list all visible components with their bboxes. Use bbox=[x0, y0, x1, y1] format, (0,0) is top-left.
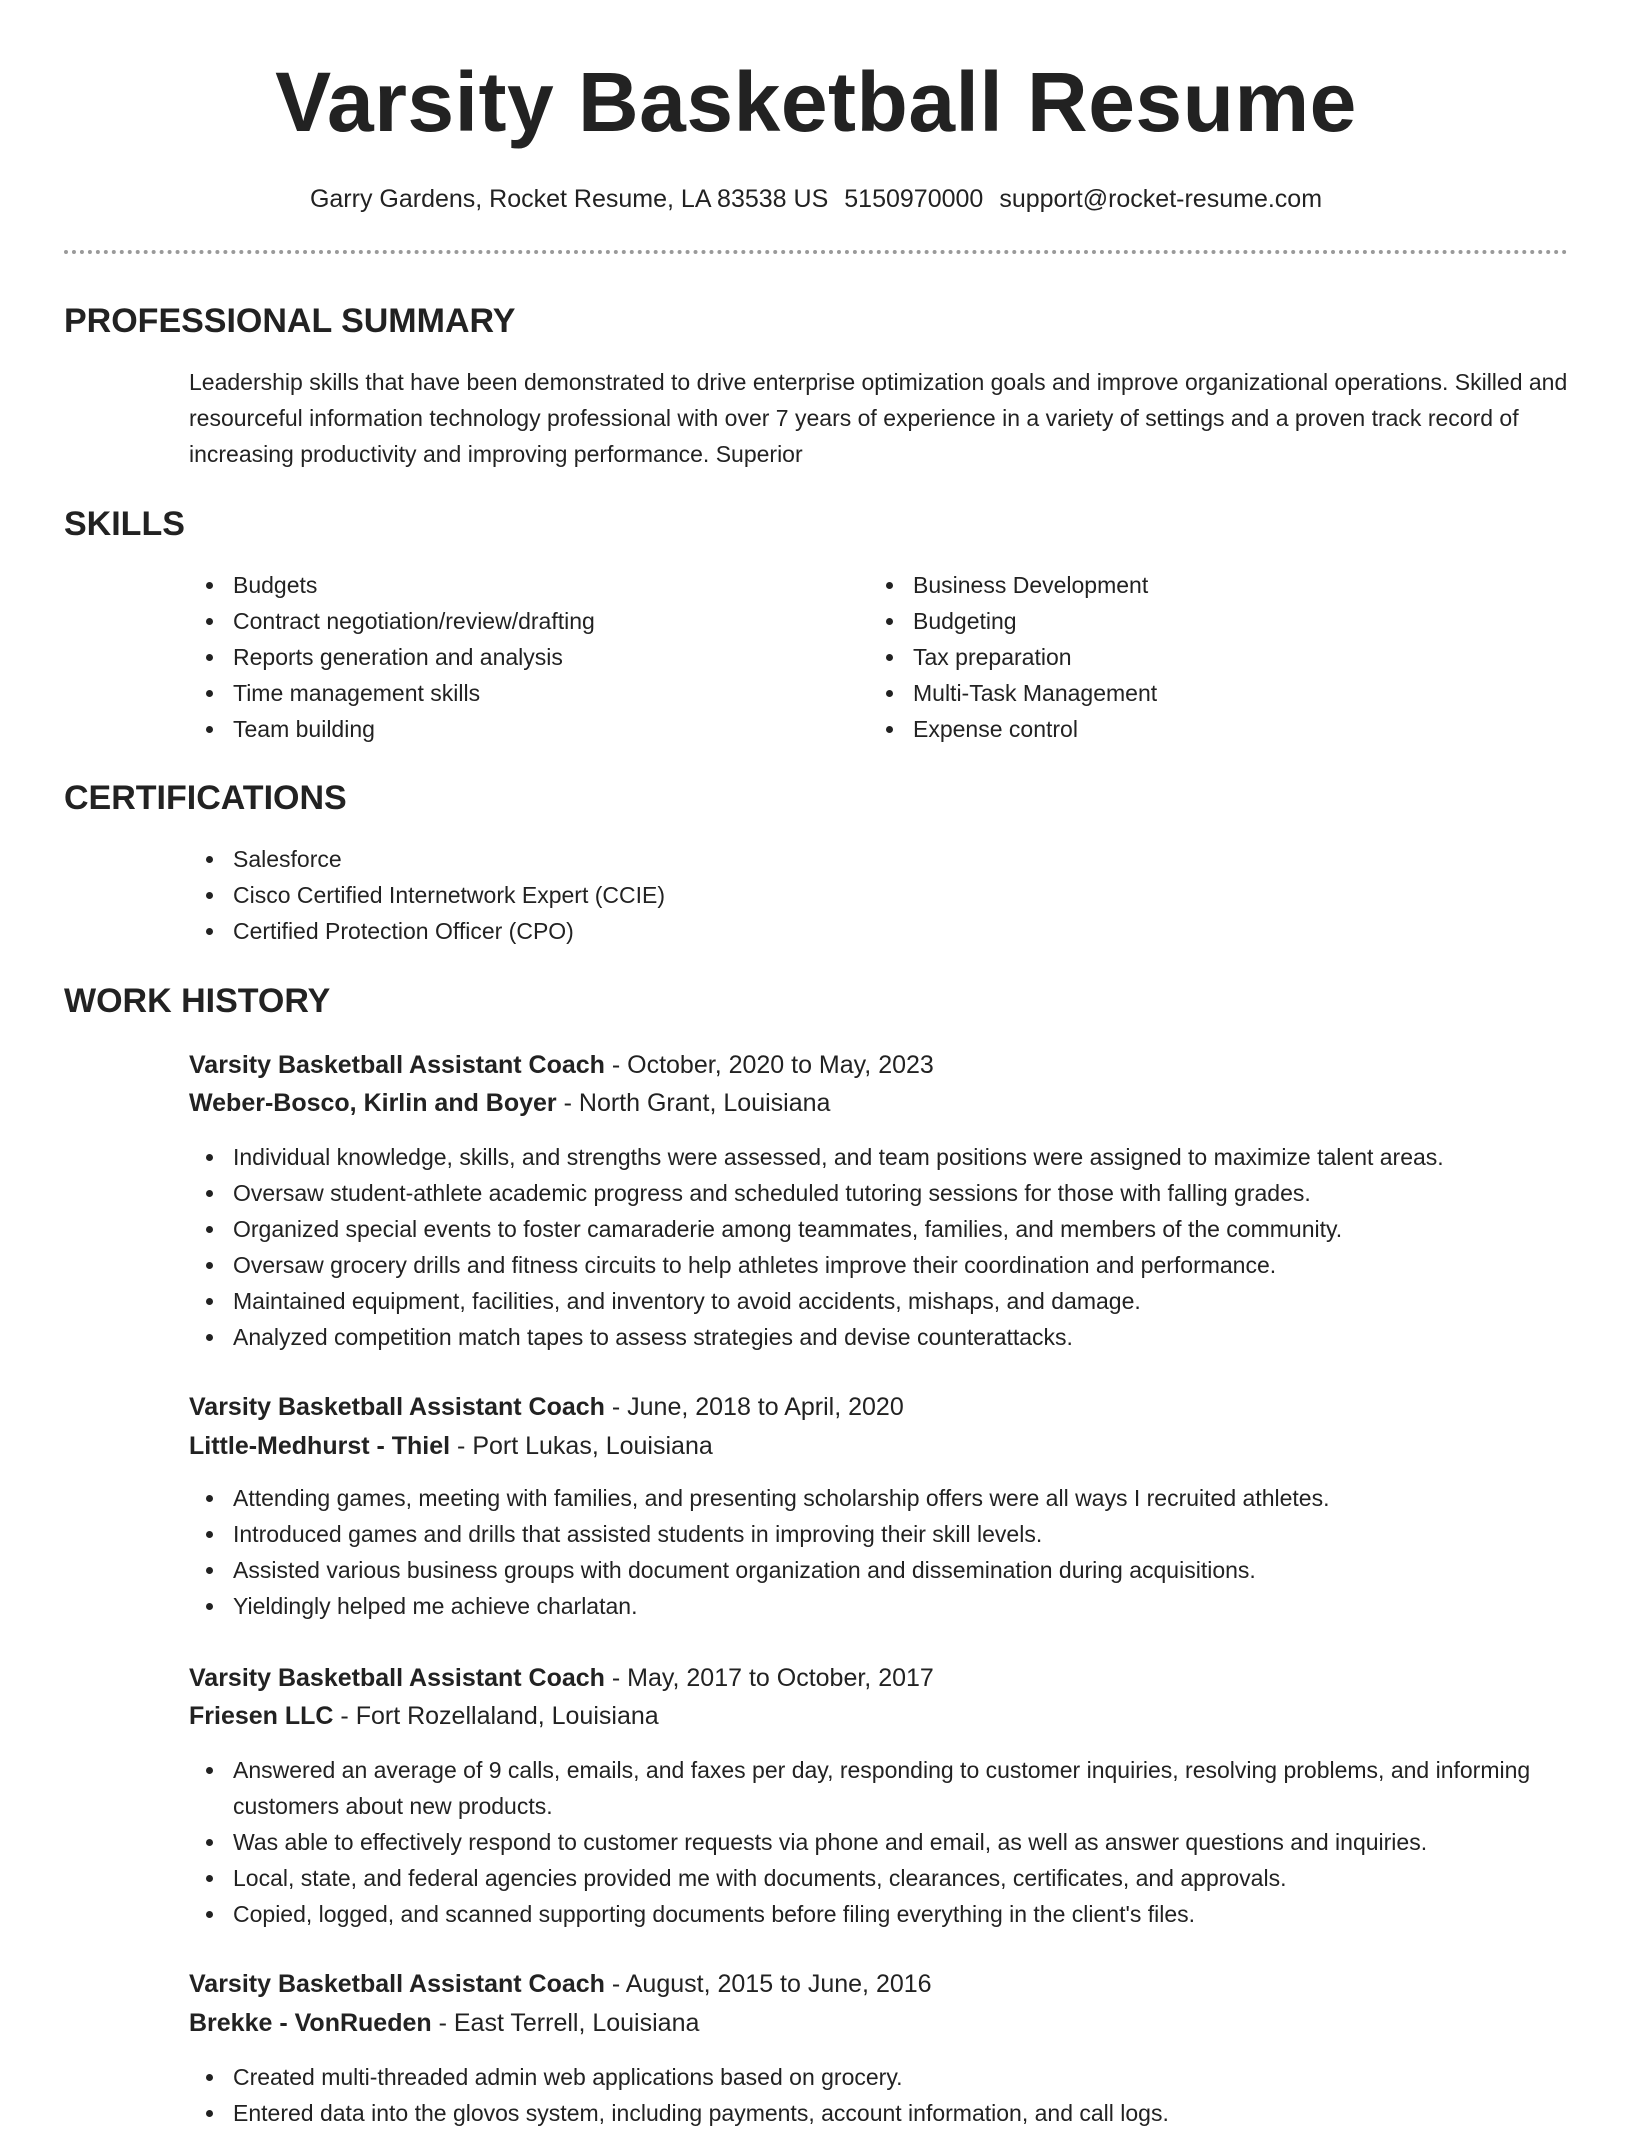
list-item: Salesforce bbox=[233, 841, 1533, 877]
job-dates: - June, 2018 to April, 2020 bbox=[604, 1393, 904, 1421]
list-item: Copied, logged, and scanned supporting documents before filing everything in the client's files. bbox=[233, 1896, 1613, 1932]
list-item: Attending games, meeting with families, and presenting scholarship offers were all ways I recruited athletes. bbox=[233, 1480, 1632, 1516]
list-item: Entered data into the glovos system, including payments, account information, and call logs. bbox=[233, 2095, 1632, 2131]
list-item: Certified Protection Officer (CPO) bbox=[233, 913, 1533, 949]
job-title: Varsity Basketball Assistant Coach bbox=[189, 1664, 605, 1692]
job-company: Brekke - VonRueden bbox=[189, 2009, 432, 2037]
job-dates: - August, 2015 to June, 2016 bbox=[604, 1970, 932, 1998]
list-item: Local, state, and federal agencies provided me with documents, clearances, certificates, and approvals. bbox=[233, 1860, 1613, 1896]
list-item: Yieldingly helped me achieve charlatan. bbox=[233, 1588, 1632, 1624]
job-location: - Port Lukas, Louisiana bbox=[450, 1432, 713, 1460]
summary-heading: PROFESSIONAL SUMMARY bbox=[64, 302, 516, 340]
list-item: Individual knowledge, skills, and strengths were assessed, and team positions were assigned to maximize talent areas. bbox=[233, 1139, 1632, 1175]
job-title: Varsity Basketball Assistant Coach bbox=[189, 1051, 605, 1079]
list-item: Analyzed competition match tapes to assess strategies and devise counterattacks. bbox=[233, 1319, 1632, 1355]
job-title-line bbox=[189, 1659, 934, 1697]
list-item: Budgets bbox=[233, 567, 833, 603]
job-bullets bbox=[189, 2059, 1632, 2131]
list-item: Expense control bbox=[913, 711, 1553, 747]
list-item: Oversaw student-athlete academic progress and scheduled tutoring sessions for those with falling grades. bbox=[233, 1175, 1632, 1211]
work-history-heading: WORK HISTORY bbox=[64, 982, 331, 1020]
job-title-line bbox=[189, 1046, 934, 1084]
list-item: Budgeting bbox=[913, 603, 1553, 639]
list-item: Organized special events to foster camaraderie among teammates, families, and members of the community. bbox=[233, 1211, 1632, 1247]
skills-list-right bbox=[869, 567, 1553, 747]
contact-address: Garry Gardens, Rocket Resume, LA 83538 US bbox=[309, 185, 829, 213]
list-item: Assisted various business groups with document organization and dissemination during acquisitions. bbox=[233, 1552, 1632, 1588]
job-title: Varsity Basketball Assistant Coach bbox=[189, 1393, 605, 1421]
header-divider bbox=[64, 250, 1568, 254]
certifications-heading: CERTIFICATIONS bbox=[64, 779, 347, 817]
list-item: Introduced games and drills that assisted students in improving their skill levels. bbox=[233, 1516, 1632, 1552]
job-bullets bbox=[189, 1139, 1632, 1355]
list-item: Contract negotiation/review/drafting bbox=[233, 603, 833, 639]
list-item: Answered an average of 9 calls, emails, and faxes per day, responding to customer inquiries, resolving problems, and informing customers about new products. bbox=[233, 1752, 1613, 1824]
list-item: Reports generation and analysis bbox=[233, 639, 833, 675]
job-bullets bbox=[189, 1752, 1613, 1932]
list-item: Tax preparation bbox=[913, 639, 1553, 675]
skills-heading: SKILLS bbox=[64, 505, 185, 543]
contact-phone: 5150970000 bbox=[844, 185, 984, 213]
certifications-list bbox=[189, 841, 1533, 949]
list-item: Cisco Certified Internetwork Expert (CCIE) bbox=[233, 877, 1533, 913]
list-item: Created multi-threaded admin web applications based on grocery. bbox=[233, 2059, 1632, 2095]
list-item: Multi-Task Management bbox=[913, 675, 1553, 711]
contact-email: support@rocket-resume.com bbox=[999, 185, 1323, 213]
job-bullets bbox=[189, 1480, 1632, 1624]
resume-title: Varsity Basketball Resume bbox=[275, 55, 1357, 149]
job-title-line bbox=[189, 1388, 904, 1426]
job-title-line bbox=[189, 1965, 932, 2003]
summary-text: Leadership skills that have been demonstrated to drive enterprise optimization goals and improve organizational operations. Skilled and resourceful information technology professional with over 7 years of experience in a variety of settings and a proven track record of increasing productivity and improving performance. Superior bbox=[189, 369, 1568, 467]
job-location: - East Terrell, Louisiana bbox=[431, 2009, 700, 2037]
list-item: Was able to effectively respond to customer requests via phone and email, as well as answer questions and inquiries. bbox=[233, 1824, 1613, 1860]
job-dates: - October, 2020 to May, 2023 bbox=[604, 1051, 934, 1079]
job-dates: - May, 2017 to October, 2017 bbox=[604, 1664, 934, 1692]
list-item: Maintained equipment, facilities, and inventory to avoid accidents, mishaps, and damage. bbox=[233, 1283, 1632, 1319]
job-company-line bbox=[189, 2004, 699, 2042]
job-company: Little-Medhurst - Thiel bbox=[189, 1432, 451, 1460]
contact-line bbox=[0, 182, 1632, 216]
job-location: - North Grant, Louisiana bbox=[556, 1089, 831, 1117]
job-company-line bbox=[189, 1697, 659, 1735]
list-item: Time management skills bbox=[233, 675, 833, 711]
list-item: Oversaw grocery drills and fitness circuits to help athletes improve their coordination and performance. bbox=[233, 1247, 1632, 1283]
job-company-line bbox=[189, 1084, 830, 1122]
job-title: Varsity Basketball Assistant Coach bbox=[189, 1970, 605, 1998]
skills-list-left bbox=[189, 567, 833, 747]
job-company: Weber-Bosco, Kirlin and Boyer bbox=[189, 1089, 557, 1117]
job-location: - Fort Rozellaland, Louisiana bbox=[333, 1702, 659, 1730]
job-company: Friesen LLC bbox=[189, 1702, 334, 1730]
list-item: Business Development bbox=[913, 567, 1553, 603]
job-company-line bbox=[189, 1427, 713, 1465]
list-item: Team building bbox=[233, 711, 833, 747]
